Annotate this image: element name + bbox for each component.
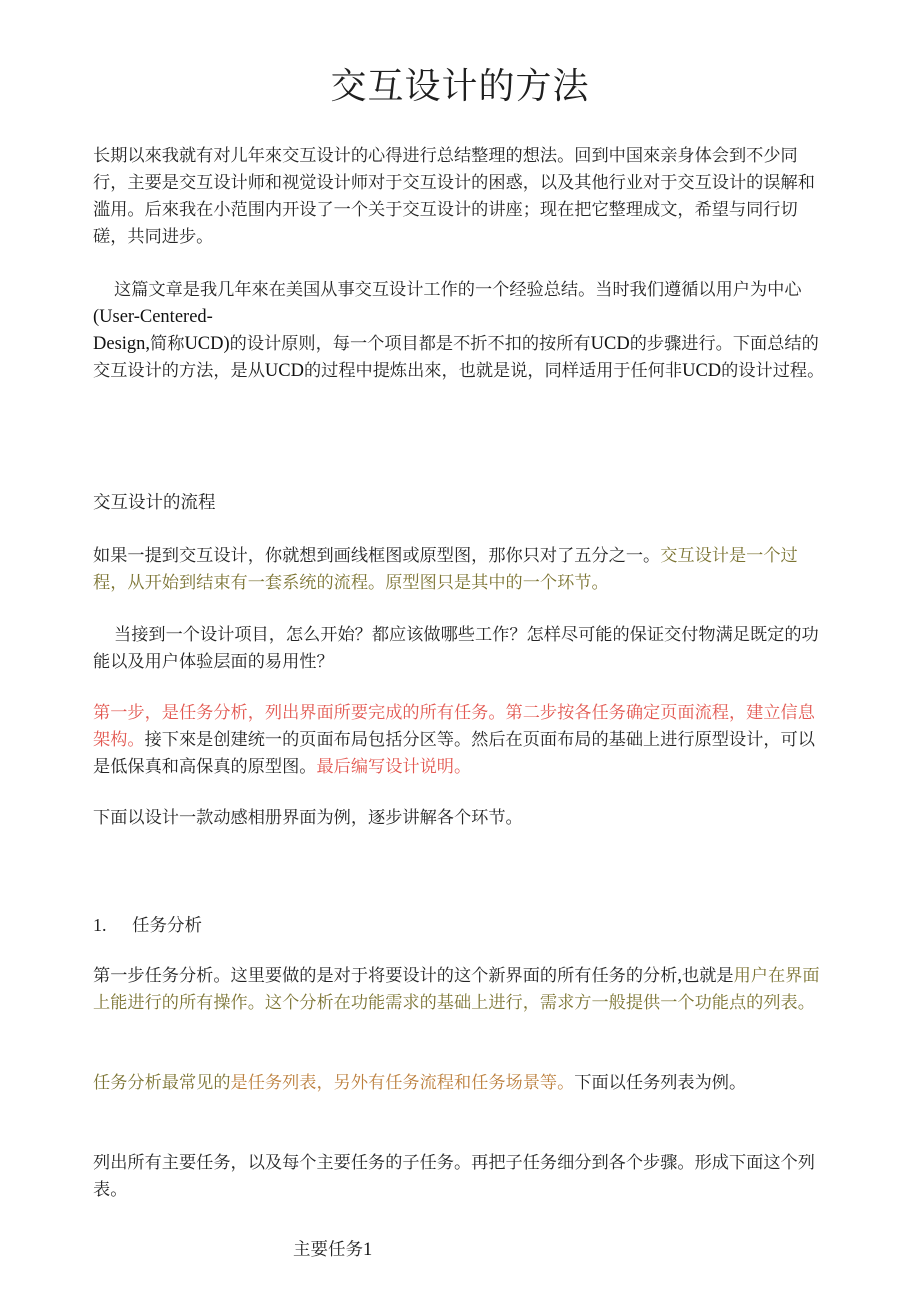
flow-p1-text-a: 如果一提到交互设计，你就想到画线框图或原型图，那你只对了五分之一。: [93, 546, 661, 566]
main-task-number: 1: [363, 1240, 373, 1260]
ucd-term: (User-Centered-: [93, 307, 213, 327]
task-paragraph-1: [93, 963, 825, 1017]
task-paragraph-3: 列出所有主要任务，以及每个主要任务的子任务。再把子任务细分到各个步骤。形成下面这个列表。: [93, 1153, 815, 1200]
section-heading-text: 任务分析: [132, 916, 202, 936]
flow-paragraph-4: 下面以设计一款动感相册界面为例，逐步讲解各个环节。: [93, 808, 523, 828]
flow-p3-highlight-final: 最后编写设计说明。: [316, 757, 472, 777]
ucd-abbr-2: UCD: [590, 334, 630, 354]
intro-paragraph: 长期以來我就有对儿年來交互设计的心得进行总结整理的想法。回到中国來亲身体会到不少同行，主要是交互设计师和视觉设计师对于交互设计的困惑，以及其他行业对于交互设计的误解和滥用。后來我在小范围内开设了一个关于交互设计的讲座；现在把它整理成文，希望与同行切磋，共同进步。: [93, 146, 815, 247]
document-title: 交互设计的方法: [330, 66, 590, 107]
flow-paragraph-3: [93, 700, 825, 781]
task-p1-comma: ,: [677, 966, 683, 986]
task-p1-text-a: 第一步任务分析。这里要做的是对于将要设计的这个新界面的所有任务的分析: [93, 966, 678, 986]
task-p1-text-c: 也就是: [682, 966, 734, 986]
intro-p2-text-a: 这篇文章是我几年來在美国从事交互设计工作的一个经验总结。当时我们遵循以用户为中心: [114, 280, 802, 300]
task-paragraph-2: [93, 1070, 825, 1097]
task-p2-text-c: 下面以任务列表为例。: [574, 1073, 747, 1093]
section-heading-task-analysis: [93, 912, 202, 940]
main-task-label: [293, 1237, 372, 1264]
intro-p2-text-f: 的设计原则，每一个项目都是不折不扣的按所有: [229, 334, 591, 354]
flow-p3-highlight-steps: 第一步，是任务分析，列出界面所要完成的所有任务。第二步按各任务确定页面流程，建立信息架构。: [93, 703, 815, 750]
section-heading-flow: 交互设计的流程: [93, 493, 216, 513]
ucd-abbr: UCD): [184, 334, 230, 354]
flow-p1-highlight: 交互设计是一个过程，从开始到结束有一套系统的流程。原型图只是其中的一个环节。: [93, 546, 798, 593]
task-p1-highlight: 用户在界面上能进行的所有操作。这个分析在功能需求的基础上进行，需求方一般提供一个功能点的列表。: [93, 966, 820, 1013]
intro-p2-text-d: 简称: [150, 334, 185, 354]
ucd-abbr-3: UCD: [264, 361, 304, 381]
flow-p3-text-b: 接下來是创建统一的页面布局包括分区等。然后在页面布局的基础上进行原型设计，可以是低保真和高保真的原型图。: [93, 730, 815, 777]
flow-paragraph-2: 当接到一个设计项目，怎么开始？都应该做哪些工作？怎样尽可能的保证交付物满足既定的功能以及用户体验层面的易用性？: [93, 625, 819, 672]
intro-p2-text-h: 的步骤进行。下面总结的交互设计的方法，是从: [93, 334, 819, 381]
main-task-text: 主要任务: [293, 1240, 363, 1260]
intro-p2-text-j: 的过程中提炼出來，也就是说，同样适用于任何非: [303, 361, 683, 381]
ucd-abbr-4: UCD: [682, 361, 722, 381]
intro-experience-paragraph: [93, 277, 825, 385]
section-number: 1.: [93, 915, 107, 935]
flow-paragraph-1: [93, 543, 825, 597]
task-p2-text-a: 任务分析最常见的: [93, 1073, 231, 1093]
ucd-term-2: Design,: [93, 334, 151, 354]
intro-p2-text-l: 的设计过程。: [721, 361, 825, 381]
task-p2-highlight: 是任务列表，另外有任务流程和任务场景等。: [230, 1073, 575, 1093]
